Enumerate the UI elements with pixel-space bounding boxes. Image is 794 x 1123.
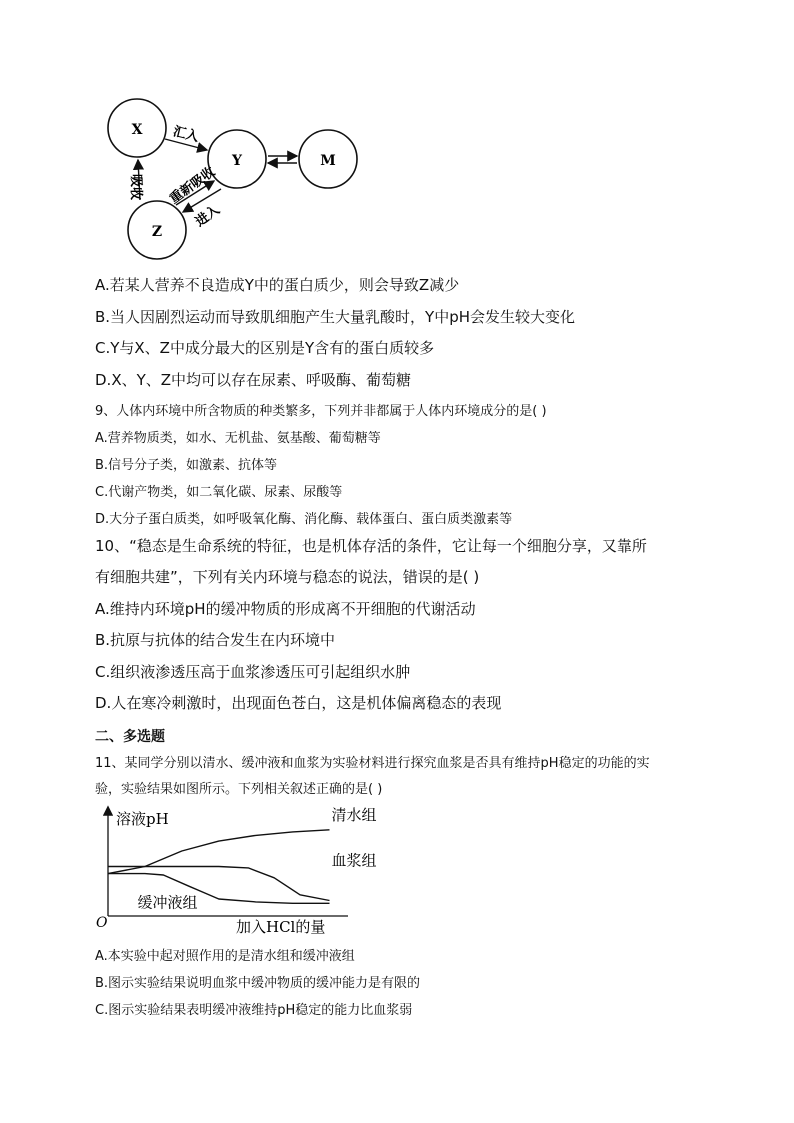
q10-stem-line2: 有细胞共建”，下列有关内环境与稳态的说法，错误的是( ) [95, 568, 480, 586]
ph-chart [0, 800, 794, 940]
series-label-1: 清水组 [331, 805, 377, 824]
q10-option-a: A.维持内环境pH的缓冲物质的形成离不开细胞的代谢活动 [95, 600, 476, 618]
q8-option-b: B.当人因剧烈运动而导致肌细胞产生大量乳酸时，Y中pH会发生较大变化 [95, 308, 576, 326]
q11-option-c: C.图示实验结果表明缓冲液维持pH稳定的能力比血浆弱 [95, 1003, 413, 1018]
q9-option-d: D.大分子蛋白质类，如呼吸氧化酶、消化酶、载体蛋白、蛋白质类激素等 [95, 512, 513, 527]
q8-option-c: C.Y与X、Z中成分最大的区别是Y含有的蛋白质较多 [95, 339, 435, 357]
svg-text:Z: Z [151, 224, 163, 240]
origin-label: O [96, 915, 108, 931]
label-y-to-z: 进入 [192, 202, 223, 230]
label-x-to-y: 汇入 [171, 124, 201, 146]
q9-option-c: C.代谢产物类，如二氧化碳、尿素、尿酸等 [95, 485, 343, 500]
svg-text:X: X [131, 122, 143, 138]
q9-option-b: B.信号分子类，如激素、抗体等 [95, 458, 278, 473]
node-m [299, 130, 357, 188]
q11-option-a: A.本实验中起对照作用的是清水组和缓冲液组 [95, 949, 355, 964]
q9-option-a: A.营养物质类，如水、无机盐、氨基酸、葡萄糖等 [95, 431, 381, 446]
q10-stem-line1: 10、“稳态是生命系统的特征，也是机体存活的条件，它让每一个细胞分享，又靠所 [95, 537, 647, 555]
y-axis-label: 溶液pH [116, 810, 169, 828]
node-z [128, 201, 186, 259]
label-z-to-y: 重新吸收 [167, 164, 219, 208]
series-label-3: 缓冲液组 [137, 893, 198, 912]
node-x [108, 99, 166, 157]
q10-option-d: D.人在寒冷刺激时，出现面色苍白，这是机体偏离稳态的表现 [95, 694, 502, 712]
q8-option-d: D.X、Y、Z中均可以存在尿素、呼吸酶、葡萄糖 [95, 371, 412, 389]
q11-stem-line1: 11、某同学分别以清水、缓冲液和血浆为实验材料进行探究血浆是否具有维持pH稳定的功能的实 [95, 756, 650, 771]
section-heading: 二、多选题 [95, 729, 165, 745]
q8-option-a: A.若某人营养不良造成Y中的蛋白质少，则会导致Z减少 [95, 276, 460, 294]
node-y [208, 130, 266, 188]
q11-option-b: B.图示实验结果说明血浆中缓冲物质的缓冲能力是有限的 [95, 976, 421, 991]
series-label-2: 血浆组 [331, 851, 377, 870]
x-axis-label: 加入HCl的量 [236, 918, 326, 936]
label-z-to-x: 吸收 [128, 174, 143, 201]
svg-text:Y: Y [232, 153, 242, 169]
q9-stem: 9、人体内环境中所含物质的种类繁多，下列并非都属于人体内环境成分的是( ) [95, 404, 547, 419]
q11-stem-line2: 验，实验结果如图所示。下列相关叙述正确的是( ) [95, 782, 383, 797]
body-fluid-diagram [0, 0, 794, 270]
q10-option-b: B.抗原与抗体的结合发生在内环境中 [95, 631, 336, 649]
svg-text:M: M [320, 153, 336, 169]
q10-option-c: C.组织液渗透压高于血浆渗透压可引起组织水肿 [95, 663, 411, 681]
